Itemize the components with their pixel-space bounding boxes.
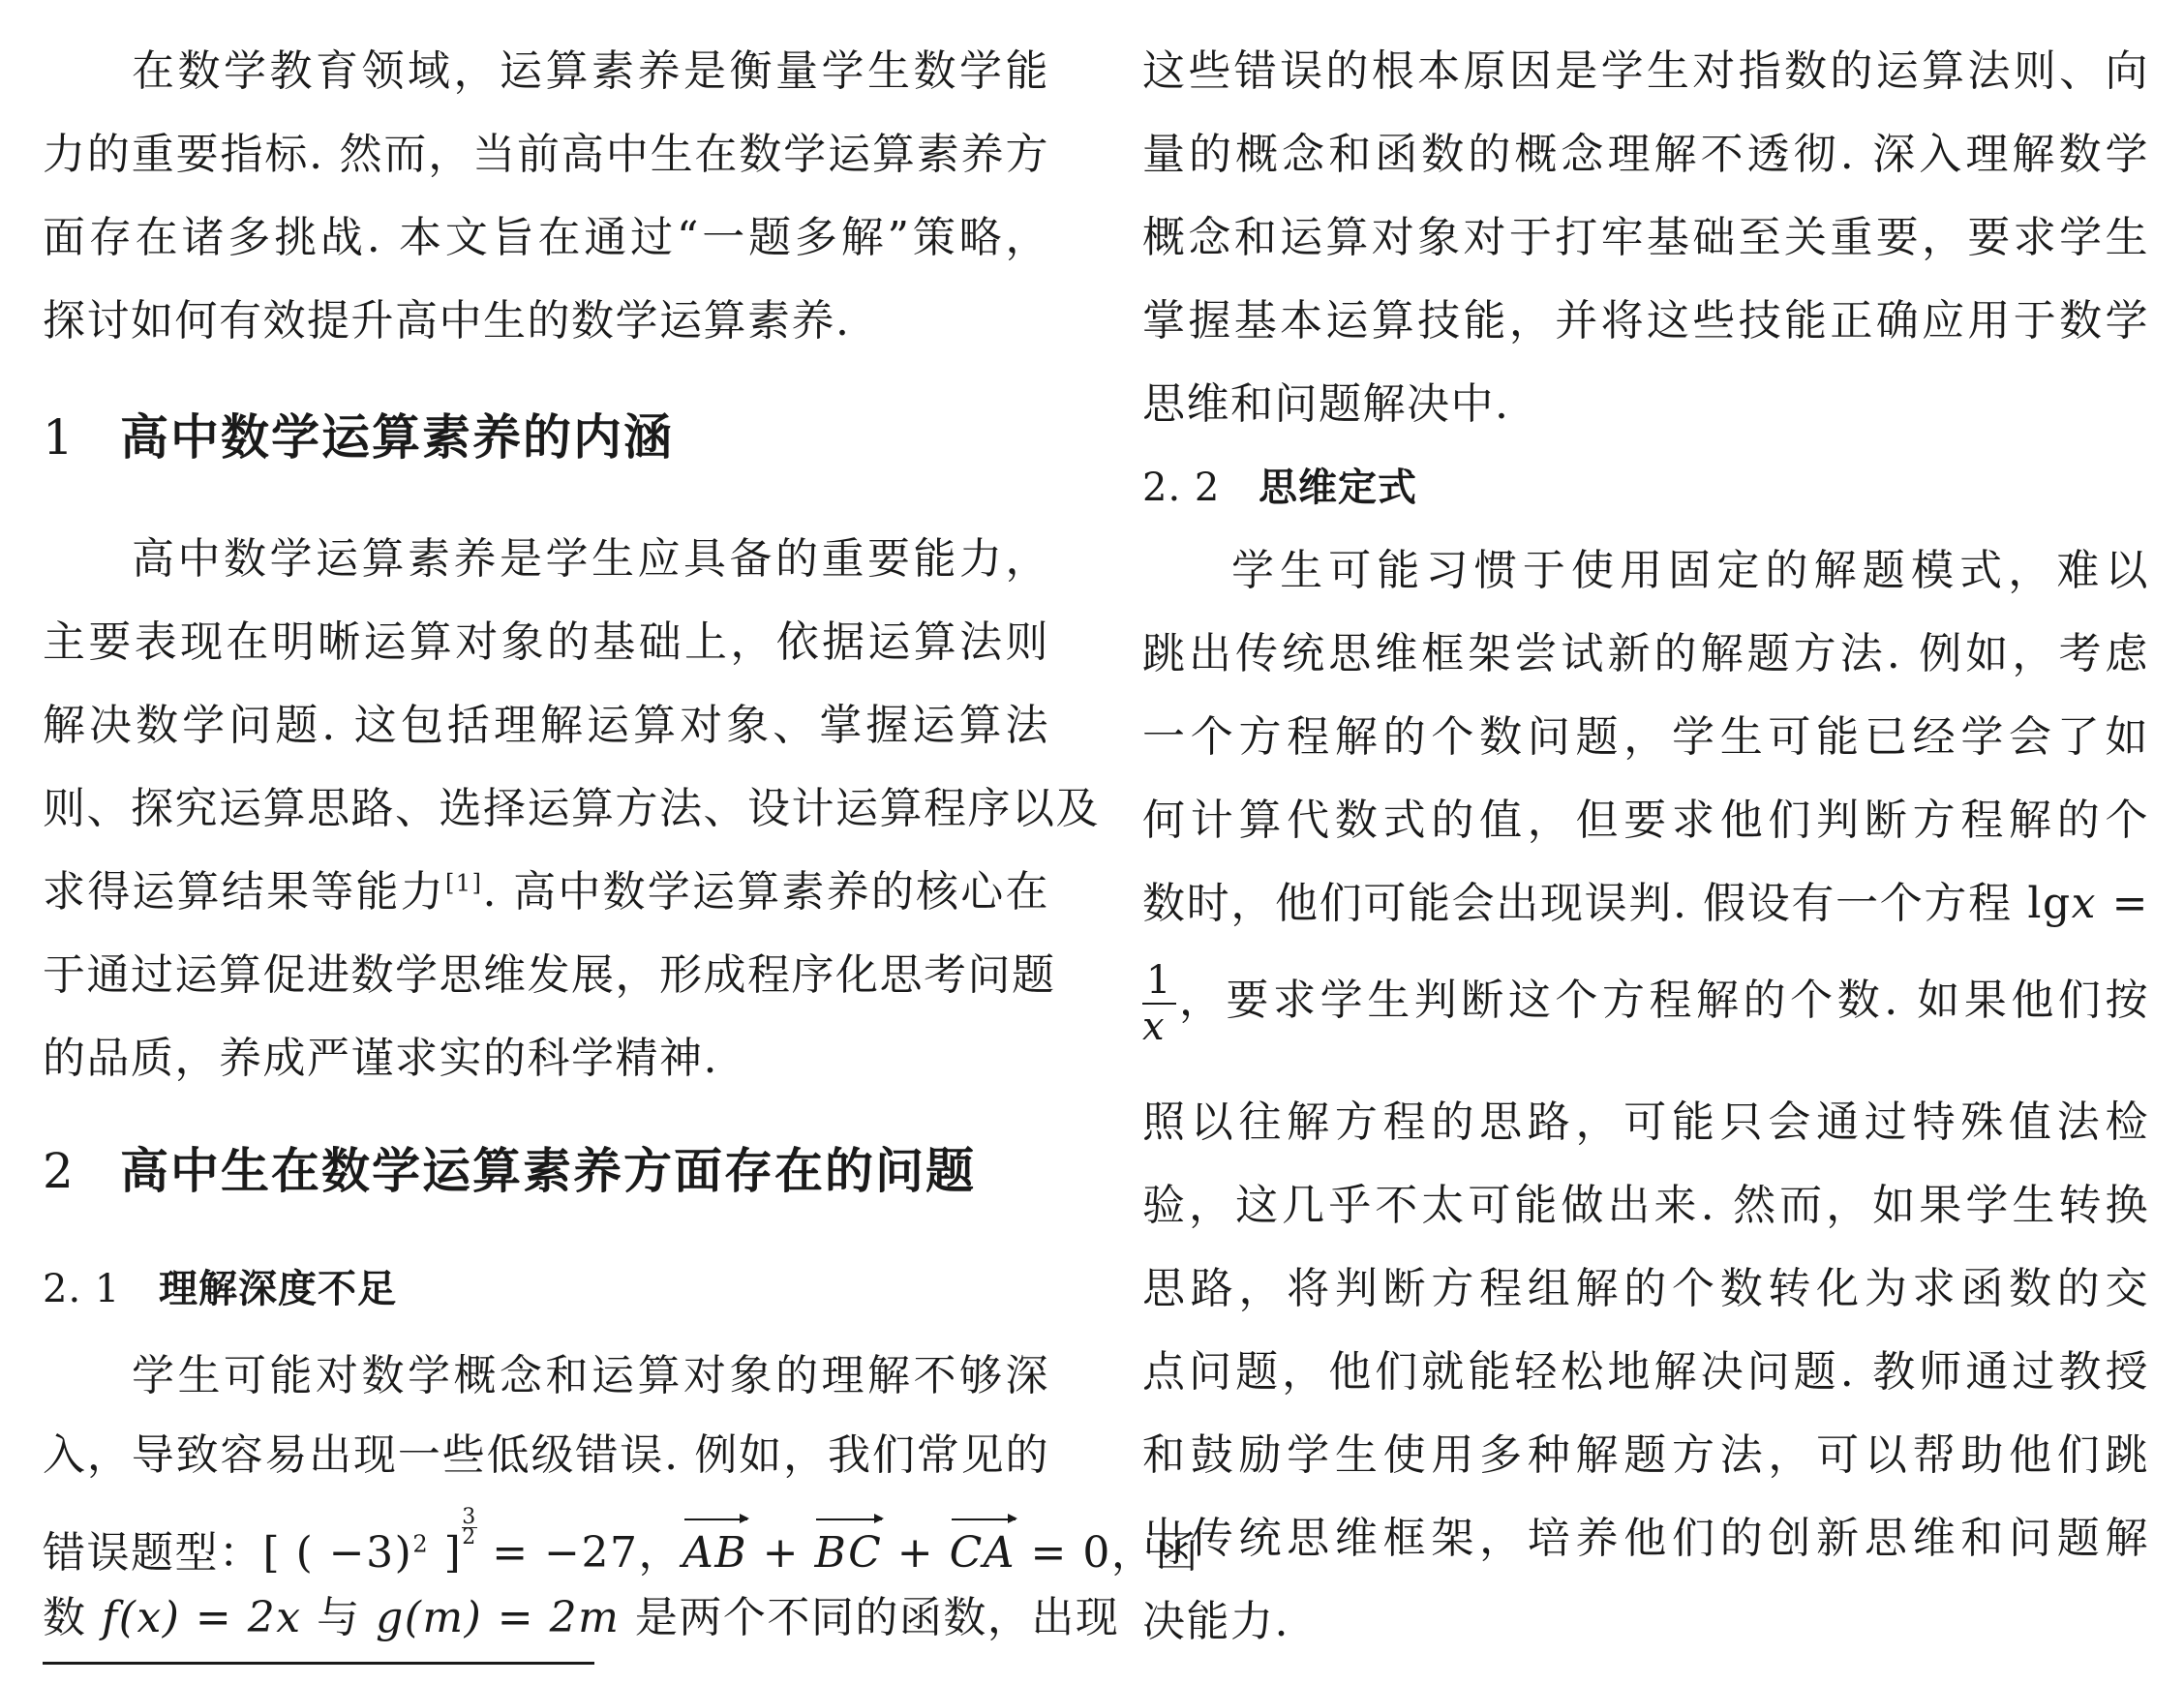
section-2-1-heading: [43, 1262, 397, 1316]
intro-line-4: 探讨如何有效提升高中生的数学运算素养.: [43, 296, 851, 346]
fn-gm: (m) = 2m: [404, 1593, 621, 1642]
intro-line-1: 在数学教育领域，运算素养是衡量学生数学能: [132, 46, 1049, 96]
section-2-2-title: 思维定式: [1259, 466, 1417, 510]
fn-f: f: [102, 1593, 119, 1642]
section-2-title: 高中生在数学运算素养方面存在的问题: [120, 1143, 976, 1199]
s21-function-line: [43, 1589, 1120, 1647]
fn-fx: (x) = 2x: [118, 1593, 302, 1642]
s1-line-2: 主要表现在明晰运算对象的基础上，依据运算法则: [43, 617, 1049, 667]
r-end-line-3: 思路，将判断方程组解的个数转化为求函数的交: [1142, 1264, 2149, 1313]
frac-denominator: x: [1142, 1004, 1167, 1049]
one-over-x-fraction: [1142, 958, 1176, 1049]
s21-line-1: 学生可能对数学概念和运算对象的理解不够深: [132, 1351, 1049, 1400]
s1-line-4: 则、探究运算思路、选择运算方法、设计运算程序以及: [43, 784, 1100, 833]
s1-line-1: 高中数学运算素养是学生应具备的重要能力，: [132, 534, 1049, 584]
eq-tail: = 0，函: [1016, 1528, 1199, 1578]
footnote-rule: [43, 1662, 594, 1665]
r-mid-line-2: 跳出传统思维框架尝试新的解题方法. 例如，考虑: [1142, 629, 2149, 678]
r-end-line-6: 出传统思维框架，培养他们的创新思维和问题解: [1142, 1514, 2149, 1563]
eq-frac-den: 2: [462, 1525, 477, 1549]
eq-close: ]: [429, 1528, 463, 1578]
eq-plus-2: +: [882, 1528, 950, 1578]
r-end-line-2: 验，这几乎不太可能做出来. 然而，如果学生转换: [1142, 1181, 2149, 1230]
section-2-2-heading: [1142, 461, 1417, 515]
r-end-line-7: 决能力.: [1142, 1597, 1289, 1646]
s1-line-5: [43, 863, 1049, 921]
section-1-heading: [43, 406, 674, 468]
lg-eq-pre: 数时，他们可能会出现误判. 假设有一个方程 lg: [1142, 879, 2072, 928]
eq-expr: [ ( −3): [262, 1528, 413, 1578]
fn-pre: 数: [43, 1593, 102, 1642]
eq-plus-1: +: [747, 1528, 815, 1578]
s1-line-5-pre: 求得运算结果等能力: [43, 867, 445, 917]
section-1-number: 1: [43, 409, 76, 466]
r-line-2: 量的概念和函数的概念理解不透彻. 深入理解数学: [1142, 130, 2149, 179]
vector-ca: CA: [950, 1524, 1016, 1582]
vector-bc: BC: [814, 1524, 882, 1582]
section-2-2-number: 2. 2: [1142, 466, 1221, 510]
section-2-number: 2: [43, 1143, 76, 1199]
r-mid-line-4: 何计算代数式的值，但要求他们判断方程解的个: [1142, 796, 2149, 845]
s21-equation-line: [43, 1505, 1199, 1582]
intro-line-3: 面存在诸多挑战. 本文旨在通过“一题多解”策略，: [43, 213, 1049, 262]
r-fraction-line: [1142, 952, 2149, 1049]
eq-prefix: 错误题型：: [43, 1528, 263, 1578]
r-mid-line-1: 学生可能习惯于使用固定的解题模式，难以: [1231, 546, 2149, 595]
frac-numerator: 1: [1142, 958, 1176, 1005]
s1-line-3: 解决数学问题. 这包括理解运算对象、掌握运算法: [43, 701, 1049, 750]
s1-line-7: 的品质，养成严谨求实的科学精神.: [43, 1034, 718, 1083]
r-line-5: 思维和问题解决中.: [1142, 379, 1510, 429]
eq-result: = −27，: [476, 1528, 682, 1578]
s21-line-2: 入，导致容易出现一些低级错误. 例如，我们常见的: [43, 1430, 1049, 1480]
vector-ab: AB: [682, 1524, 747, 1582]
section-1-title: 高中数学运算素养的内涵: [120, 409, 674, 466]
eq-exponent: 2: [412, 1530, 430, 1558]
r-equation-line: [1142, 875, 2149, 933]
lg-eq-var: x: [2071, 879, 2097, 928]
lg-eq-post: =: [2096, 879, 2150, 928]
r-end-line-4: 点问题，他们就能轻松地解决问题. 教师通过教授: [1142, 1347, 2149, 1397]
s1-line-6: 于通过运算促进数学思维发展，形成程序化思考问题: [43, 950, 1056, 1000]
fn-g: g: [376, 1593, 405, 1642]
frac-line-text: ，要求学生判断这个方程解的个数. 如果他们按: [1175, 976, 2149, 1025]
s1-line-5-post: . 高中数学运算素养的核心在: [482, 867, 1049, 917]
eq-frac-num: 3: [462, 1505, 477, 1529]
section-2-1-title: 理解深度不足: [159, 1267, 397, 1311]
intro-line-2: 力的重要指标. 然而，当前高中生在数学运算素养方: [43, 130, 1049, 179]
r-mid-line-3: 一个方程解的个数问题，学生可能已经学会了如: [1142, 712, 2149, 762]
r-line-3: 概念和运算对象对于打牢基础至关重要，要求学生: [1142, 213, 2149, 262]
fn-mid: 与: [301, 1593, 377, 1642]
r-line-4: 掌握基本运算技能，并将这些技能正确应用于数学: [1142, 296, 2149, 346]
section-2-heading: [43, 1140, 976, 1202]
r-end-line-1: 照以往解方程的思路，可能只会通过特殊值法检: [1142, 1098, 2149, 1147]
section-2-1-number: 2. 1: [43, 1267, 121, 1311]
fn-post: 是两个不同的函数，出现: [620, 1593, 1120, 1642]
r-line-1: 这些错误的根本原因是学生对指数的运算法则、向: [1142, 46, 2149, 96]
r-end-line-5: 和鼓励学生使用多种解题方法，可以帮助他们跳: [1142, 1430, 2149, 1480]
citation-ref[interactable]: [1]: [444, 869, 483, 897]
eq-fraction-exponent: [462, 1505, 477, 1549]
